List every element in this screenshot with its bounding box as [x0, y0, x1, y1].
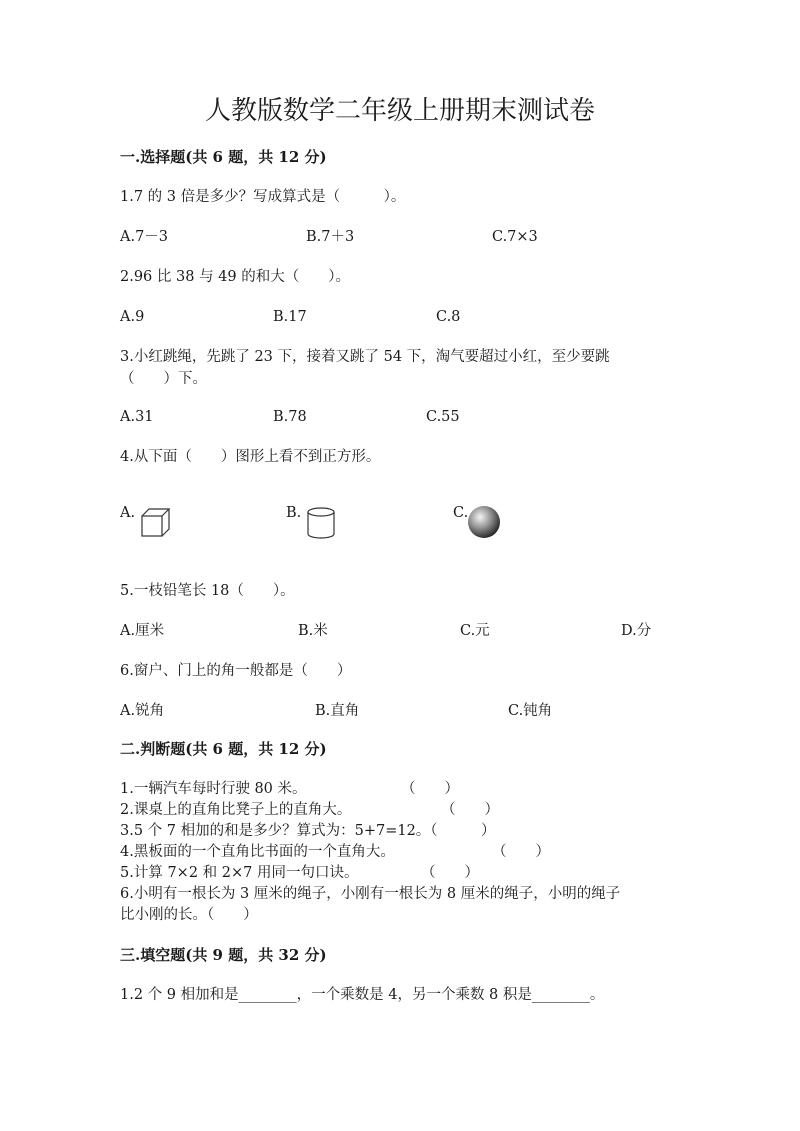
answer-paren[interactable]: （ ）	[492, 844, 550, 860]
option-a[interactable]: A.9	[120, 309, 145, 325]
page-title: 人教版数学二年级上册期末测试卷	[204, 96, 595, 126]
section-heading-choice: 一.选择题(共 6 题，共 12 分)	[120, 148, 327, 166]
section-heading-judge: 二.判断题(共 6 题，共 12 分)	[120, 740, 327, 758]
option-c[interactable]: C.	[453, 505, 469, 521]
question-stem: 5.一枝铅笔长 18（ ）。	[120, 583, 295, 599]
question-stem: 2.96 比 38 与 49 的和大（ ）。	[120, 269, 350, 285]
question-stem-line2: （ ）下。	[120, 371, 207, 387]
answer-paren[interactable]: （ ）	[401, 781, 459, 797]
judge-item: 2.课桌上的直角比凳子上的直角大。	[120, 802, 352, 818]
option-d[interactable]: D.分	[621, 623, 652, 639]
option-a[interactable]: A.31	[120, 409, 154, 425]
option-c[interactable]: C.7×3	[492, 229, 538, 245]
judge-item: 3.5 个 7 相加的和是多少？算式为：5+7=12。（ ）	[120, 823, 496, 839]
option-b[interactable]: B.17	[273, 309, 307, 325]
sphere-icon	[467, 505, 501, 539]
option-b[interactable]: B.	[286, 505, 302, 521]
option-b[interactable]: B.7＋3	[306, 229, 355, 245]
option-a[interactable]: A.	[120, 505, 136, 521]
question-stem: 1.7 的 3 倍是多少？写成算式是（ ）。	[120, 189, 406, 205]
option-b[interactable]: B.直角	[315, 703, 360, 719]
question-stem: 4.从下面（ ）图形上看不到正方形。	[120, 449, 381, 465]
option-b[interactable]: B.78	[273, 409, 307, 425]
judge-item: 6.小明有一根长为 3 厘米的绳子，小刚有一根长为 8 厘米的绳子，小明的绳子	[120, 886, 621, 902]
option-c[interactable]: C.元	[460, 623, 490, 639]
fill-item: 1.2 个 9 相加和是________，一个乘数是 4，另一个乘数 8 积是________。	[120, 987, 605, 1003]
section-heading-fill: 三.填空题(共 9 题，共 32 分)	[120, 946, 327, 964]
option-c[interactable]: C.钝角	[508, 703, 553, 719]
answer-paren[interactable]: （ ）	[421, 865, 479, 881]
question-stem: 6.窗户、门上的角一般都是（ ）	[120, 663, 352, 679]
question-stem-line1: 3.小红跳绳，先跳了 23 下，接着又跳了 54 下，淘气要超过小红，至少要跳	[120, 349, 610, 365]
cylinder-icon	[305, 506, 337, 540]
cube-icon	[140, 507, 172, 539]
option-a[interactable]: A.7－3	[120, 229, 169, 245]
option-a[interactable]: A.厘米	[120, 623, 165, 639]
option-c[interactable]: C.8	[436, 309, 461, 325]
judge-item: 4.黑板面的一个直角比书面的一个直角大。	[120, 844, 395, 860]
judge-item: 1.一辆汽车每时行驶 80 米。	[120, 781, 307, 797]
option-a[interactable]: A.锐角	[120, 703, 165, 719]
judge-item: 比小刚的长。（ ）	[120, 907, 258, 923]
judge-item: 5.计算 7×2 和 2×7 用同一句口诀。	[120, 865, 359, 881]
option-b[interactable]: B.米	[298, 623, 328, 639]
option-c[interactable]: C.55	[426, 409, 460, 425]
answer-paren[interactable]: （ ）	[441, 802, 499, 818]
